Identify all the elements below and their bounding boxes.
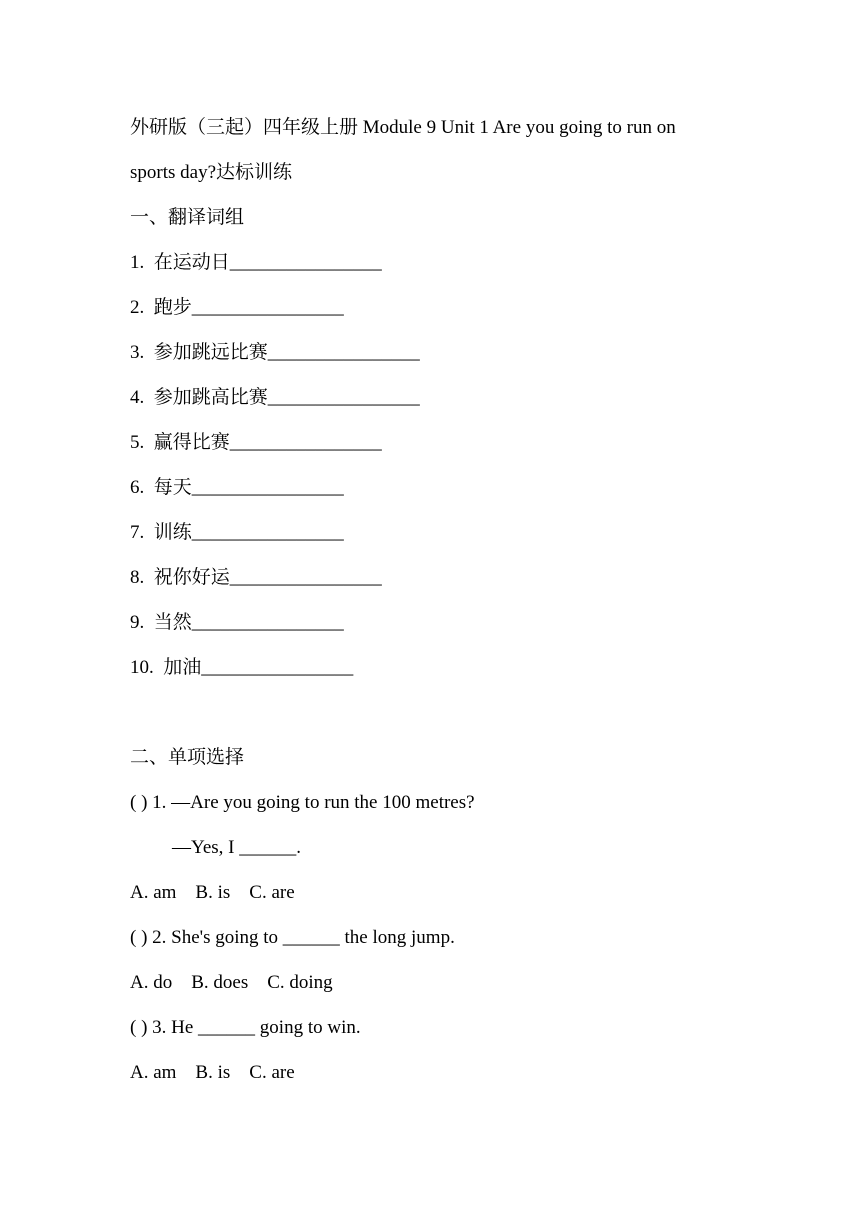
question-1: ( ) 1. —Are you going to run the 100 metres? bbox=[130, 792, 475, 813]
document-title-line-2: sports day?达标训练 bbox=[130, 162, 293, 183]
translation-item: 1. 在运动日________________ bbox=[130, 252, 382, 273]
question-2: ( ) 2. She's going to ______ the long jump. bbox=[130, 927, 455, 948]
question-3-options: A. am B. is C. are bbox=[130, 1062, 295, 1083]
translation-item: 5. 赢得比赛________________ bbox=[130, 432, 382, 453]
section-1-heading: 一、翻译词组 bbox=[130, 207, 245, 228]
question-1-answer-line: —Yes, I ______. bbox=[172, 837, 301, 858]
question-2-options: A. do B. does C. doing bbox=[130, 972, 333, 993]
question-1-options: A. am B. is C. are bbox=[130, 882, 295, 903]
translation-item: 6. 每天________________ bbox=[130, 477, 344, 498]
translation-item: 2. 跑步________________ bbox=[130, 297, 344, 318]
translation-item: 9. 当然________________ bbox=[130, 612, 344, 633]
section-2-heading: 二、单项选择 bbox=[130, 747, 245, 768]
document-title-line-1: 外研版（三起）四年级上册 Module 9 Unit 1 Are you going to run on bbox=[130, 117, 676, 138]
translation-item: 7. 训练________________ bbox=[130, 522, 344, 543]
question-3: ( ) 3. He ______ going to win. bbox=[130, 1017, 361, 1038]
translation-item: 3. 参加跳远比赛________________ bbox=[130, 342, 420, 363]
translation-item: 8. 祝你好运________________ bbox=[130, 567, 382, 588]
translation-item: 4. 参加跳高比赛________________ bbox=[130, 387, 420, 408]
translation-item: 10. 加油________________ bbox=[130, 657, 354, 678]
